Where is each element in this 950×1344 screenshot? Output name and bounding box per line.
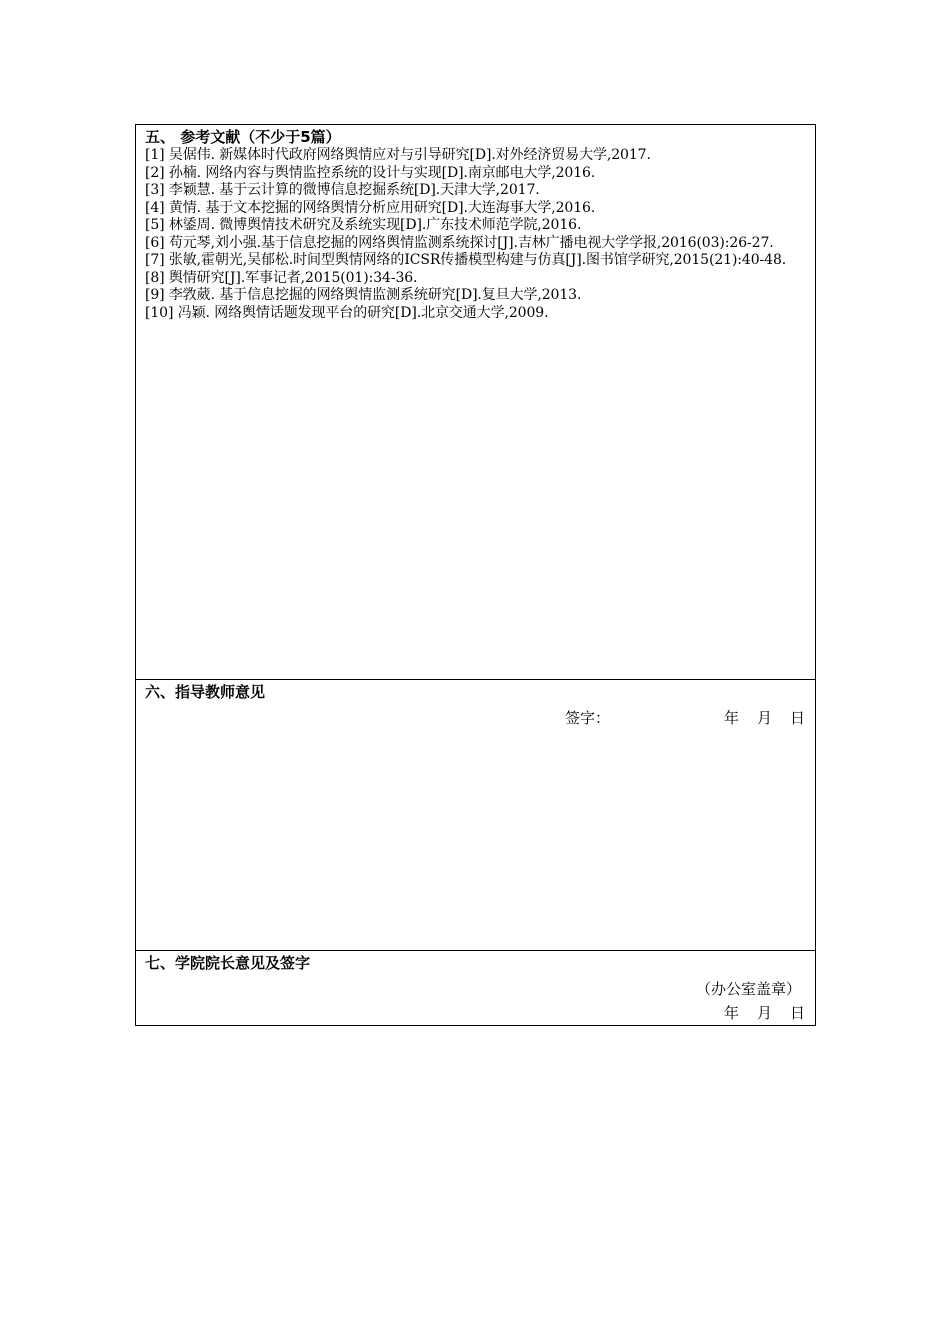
- year-label: 年: [723, 709, 739, 727]
- references-heading: 五、 参考文献（不少于5篇）: [145, 128, 341, 146]
- dean-date-line: [724, 1003, 805, 1023]
- office-stamp-label: （办公室盖章）: [695, 980, 801, 998]
- reference-list: [145, 147, 807, 322]
- dean-opinion-heading: 七、学院院长意见及签字: [145, 954, 311, 972]
- references-section: [136, 125, 815, 679]
- month-label: 月: [756, 709, 772, 727]
- reference-item: [3] 李颖慧. 基于云计算的微博信息挖掘系统[D].天津大学,2017.: [145, 182, 540, 198]
- dean-opinion-section: [136, 950, 815, 1025]
- advisor-signature-line: [565, 708, 805, 728]
- reference-item: [9] 李敩葳. 基于信息挖掘的网络舆情监测系统研究[D].复旦大学,2013.: [145, 287, 582, 303]
- reference-item: [8] 舆情研究[J].军事记者,2015(01):34-36.: [145, 269, 418, 286]
- signature-label: 签字：: [564, 709, 610, 727]
- advisor-opinion-heading: 六、指导教师意见: [145, 683, 266, 701]
- reference-item: [6] 苟元琴,刘小强.基于信息挖掘的网络舆情监测系统探讨[J].吉林广播电视大学学报,2016(03):26-27.: [145, 234, 774, 251]
- reference-item: [7] 张敏,霍朝光,吴郁松.时间型舆情网络的ICSR传播模型构建与仿真[J].图书馆学研究,2015(21):40-48.: [145, 252, 787, 268]
- year-label: 年: [723, 1004, 739, 1022]
- reference-item: [5] 林鋈周. 微博舆情技术研究及系统实现[D].广东技术师范学院,2016.: [145, 217, 582, 233]
- month-label: 月: [756, 1004, 772, 1022]
- reference-item: [1] 吴倨伟. 新媒体时代政府网络舆情应对与引导研究[D].对外经济贸易大学,2017.: [145, 147, 651, 163]
- reference-item: [10] 冯颖. 网络舆情话题发现平台的研究[D].北京交通大学,2009.: [145, 304, 549, 321]
- reference-item: [4] 黄情. 基于文本挖掘的网络舆情分析应用研究[D].大连海事大学,2016.: [145, 199, 596, 216]
- advisor-opinion-section: [136, 679, 815, 950]
- day-label: 日: [789, 709, 805, 727]
- thesis-form-table: [135, 124, 816, 1026]
- day-label: 日: [789, 1004, 805, 1022]
- reference-item: [2] 孙楠. 网络内容与舆情监控系统的设计与实现[D].南京邮电大学,2016.: [145, 164, 596, 181]
